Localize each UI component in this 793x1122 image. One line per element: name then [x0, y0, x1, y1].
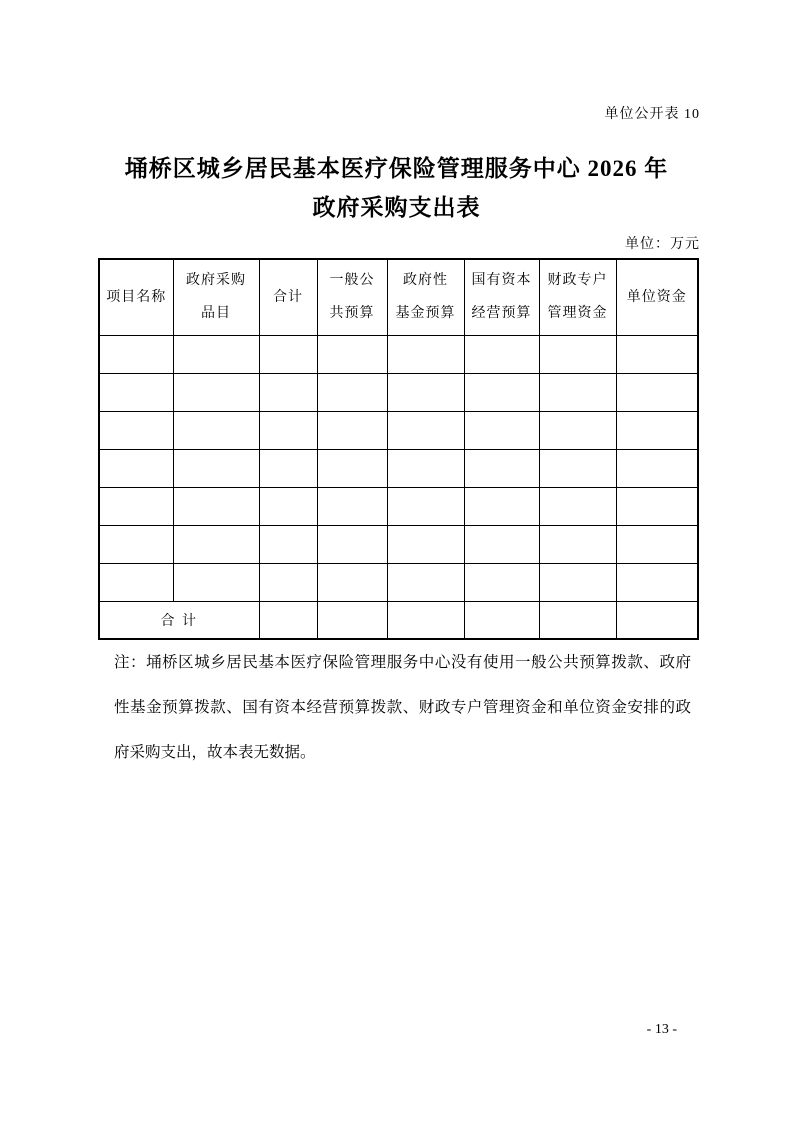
table-cell	[99, 487, 173, 525]
table-cell	[539, 563, 616, 601]
table-row	[99, 563, 698, 601]
procurement-expenditure-table	[98, 258, 699, 640]
table-cell	[387, 525, 464, 563]
table-cell	[616, 525, 698, 563]
table-header-text: 一般公	[329, 273, 375, 289]
table-cell	[173, 487, 259, 525]
table-cell	[539, 373, 616, 411]
page-title-line-1: 埇桥区城乡居民基本医疗保险管理服务中心 2026 年	[124, 156, 669, 181]
table-cell	[317, 373, 387, 411]
table-cell	[99, 373, 173, 411]
table-header-cell	[387, 259, 464, 335]
note-paragraph	[114, 640, 691, 775]
table-cell	[259, 525, 317, 563]
table-cell	[99, 411, 173, 449]
table-cell	[173, 525, 259, 563]
table-header-text: 管理资金	[547, 306, 608, 322]
table-cell	[464, 449, 539, 487]
table-cell	[259, 449, 317, 487]
table-header-text: 单位资金	[626, 289, 687, 305]
table-cell	[387, 449, 464, 487]
table-header-cell	[539, 259, 616, 335]
table-cell	[464, 563, 539, 601]
table-row	[99, 335, 698, 373]
table-header-cell	[173, 259, 259, 335]
table-header-row	[99, 259, 698, 335]
table-cell	[616, 411, 698, 449]
table-cell	[173, 449, 259, 487]
table-cell	[99, 563, 173, 601]
table-cell	[464, 335, 539, 373]
table-cell	[317, 449, 387, 487]
table-cell	[464, 525, 539, 563]
table-cell	[99, 335, 173, 373]
note-line: 府采购支出，故本表无数据。	[114, 744, 316, 761]
table-cell	[539, 335, 616, 373]
note-line: 注：埇桥区城乡居民基本医疗保险管理服务中心没有使用一般公共预算拨款、政府	[114, 654, 691, 671]
table-cell	[317, 525, 387, 563]
table-total-cell	[387, 601, 464, 639]
table-cell	[464, 373, 539, 411]
table-cell	[616, 449, 698, 487]
table-cell	[387, 373, 464, 411]
table-head	[99, 259, 698, 335]
table-cell	[317, 563, 387, 601]
table-cell	[173, 563, 259, 601]
table-cell	[464, 411, 539, 449]
table-header-text: 品目	[201, 306, 231, 322]
table-cell	[317, 335, 387, 373]
total-label-cell: 合 计	[99, 601, 259, 639]
table-row	[99, 487, 698, 525]
table-cell	[387, 335, 464, 373]
unit-label: 单位：万元	[625, 237, 700, 252]
table-header-text: 国有资本	[471, 273, 532, 289]
note-line: 性基金预算拨款、国有资本经营预算拨款、财政专户管理资金和单位资金安排的政	[114, 699, 691, 716]
table-cell	[464, 487, 539, 525]
table-cell	[539, 449, 616, 487]
table-header-text: 共预算	[329, 306, 375, 322]
table-row	[99, 411, 698, 449]
table-total-cell	[464, 601, 539, 639]
table-total-cell	[259, 601, 317, 639]
table-cell	[259, 373, 317, 411]
table-total-cell	[317, 601, 387, 639]
table-header-text: 经营预算	[471, 306, 532, 322]
table-cell	[616, 487, 698, 525]
page-title	[0, 149, 793, 227]
public-table-label: 单位公开表 10	[604, 107, 700, 122]
table-cell	[259, 487, 317, 525]
table-cell	[539, 487, 616, 525]
page-title-line-2: 政府采购支出表	[312, 195, 481, 220]
table-cell	[616, 373, 698, 411]
table-cell	[173, 373, 259, 411]
table-cell	[387, 411, 464, 449]
table-cell	[259, 563, 317, 601]
table-cell	[317, 487, 387, 525]
table-cell	[616, 563, 698, 601]
table-header-cell	[317, 259, 387, 335]
table-header-cell	[616, 259, 698, 335]
table-cell	[99, 449, 173, 487]
table-cell	[539, 411, 616, 449]
table-header-text: 政府采购	[186, 273, 246, 289]
table-header-text: 基金预算	[395, 306, 456, 322]
table-row	[99, 373, 698, 411]
table-cell	[173, 335, 259, 373]
table-row	[99, 449, 698, 487]
table-cell	[259, 411, 317, 449]
page-number: - 13 -	[646, 1022, 677, 1037]
table-body	[99, 335, 698, 639]
table-cell	[99, 525, 173, 563]
table-total-cell	[539, 601, 616, 639]
table-header-text: 项目名称	[106, 289, 167, 305]
table-header-cell	[99, 259, 173, 335]
table-cell	[387, 487, 464, 525]
table-header-text: 合计	[273, 289, 303, 305]
table-total-cell	[616, 601, 698, 639]
table-header-cell	[259, 259, 317, 335]
table-row	[99, 525, 698, 563]
table-cell	[173, 411, 259, 449]
table-cell	[539, 525, 616, 563]
table-header-text: 政府性	[403, 273, 448, 289]
table-cell	[317, 411, 387, 449]
table-total-row	[99, 601, 698, 639]
table-cell	[259, 335, 317, 373]
table-header-text: 财政专户	[547, 273, 608, 289]
table-cell	[616, 335, 698, 373]
table-header-cell	[464, 259, 539, 335]
table-cell	[387, 563, 464, 601]
